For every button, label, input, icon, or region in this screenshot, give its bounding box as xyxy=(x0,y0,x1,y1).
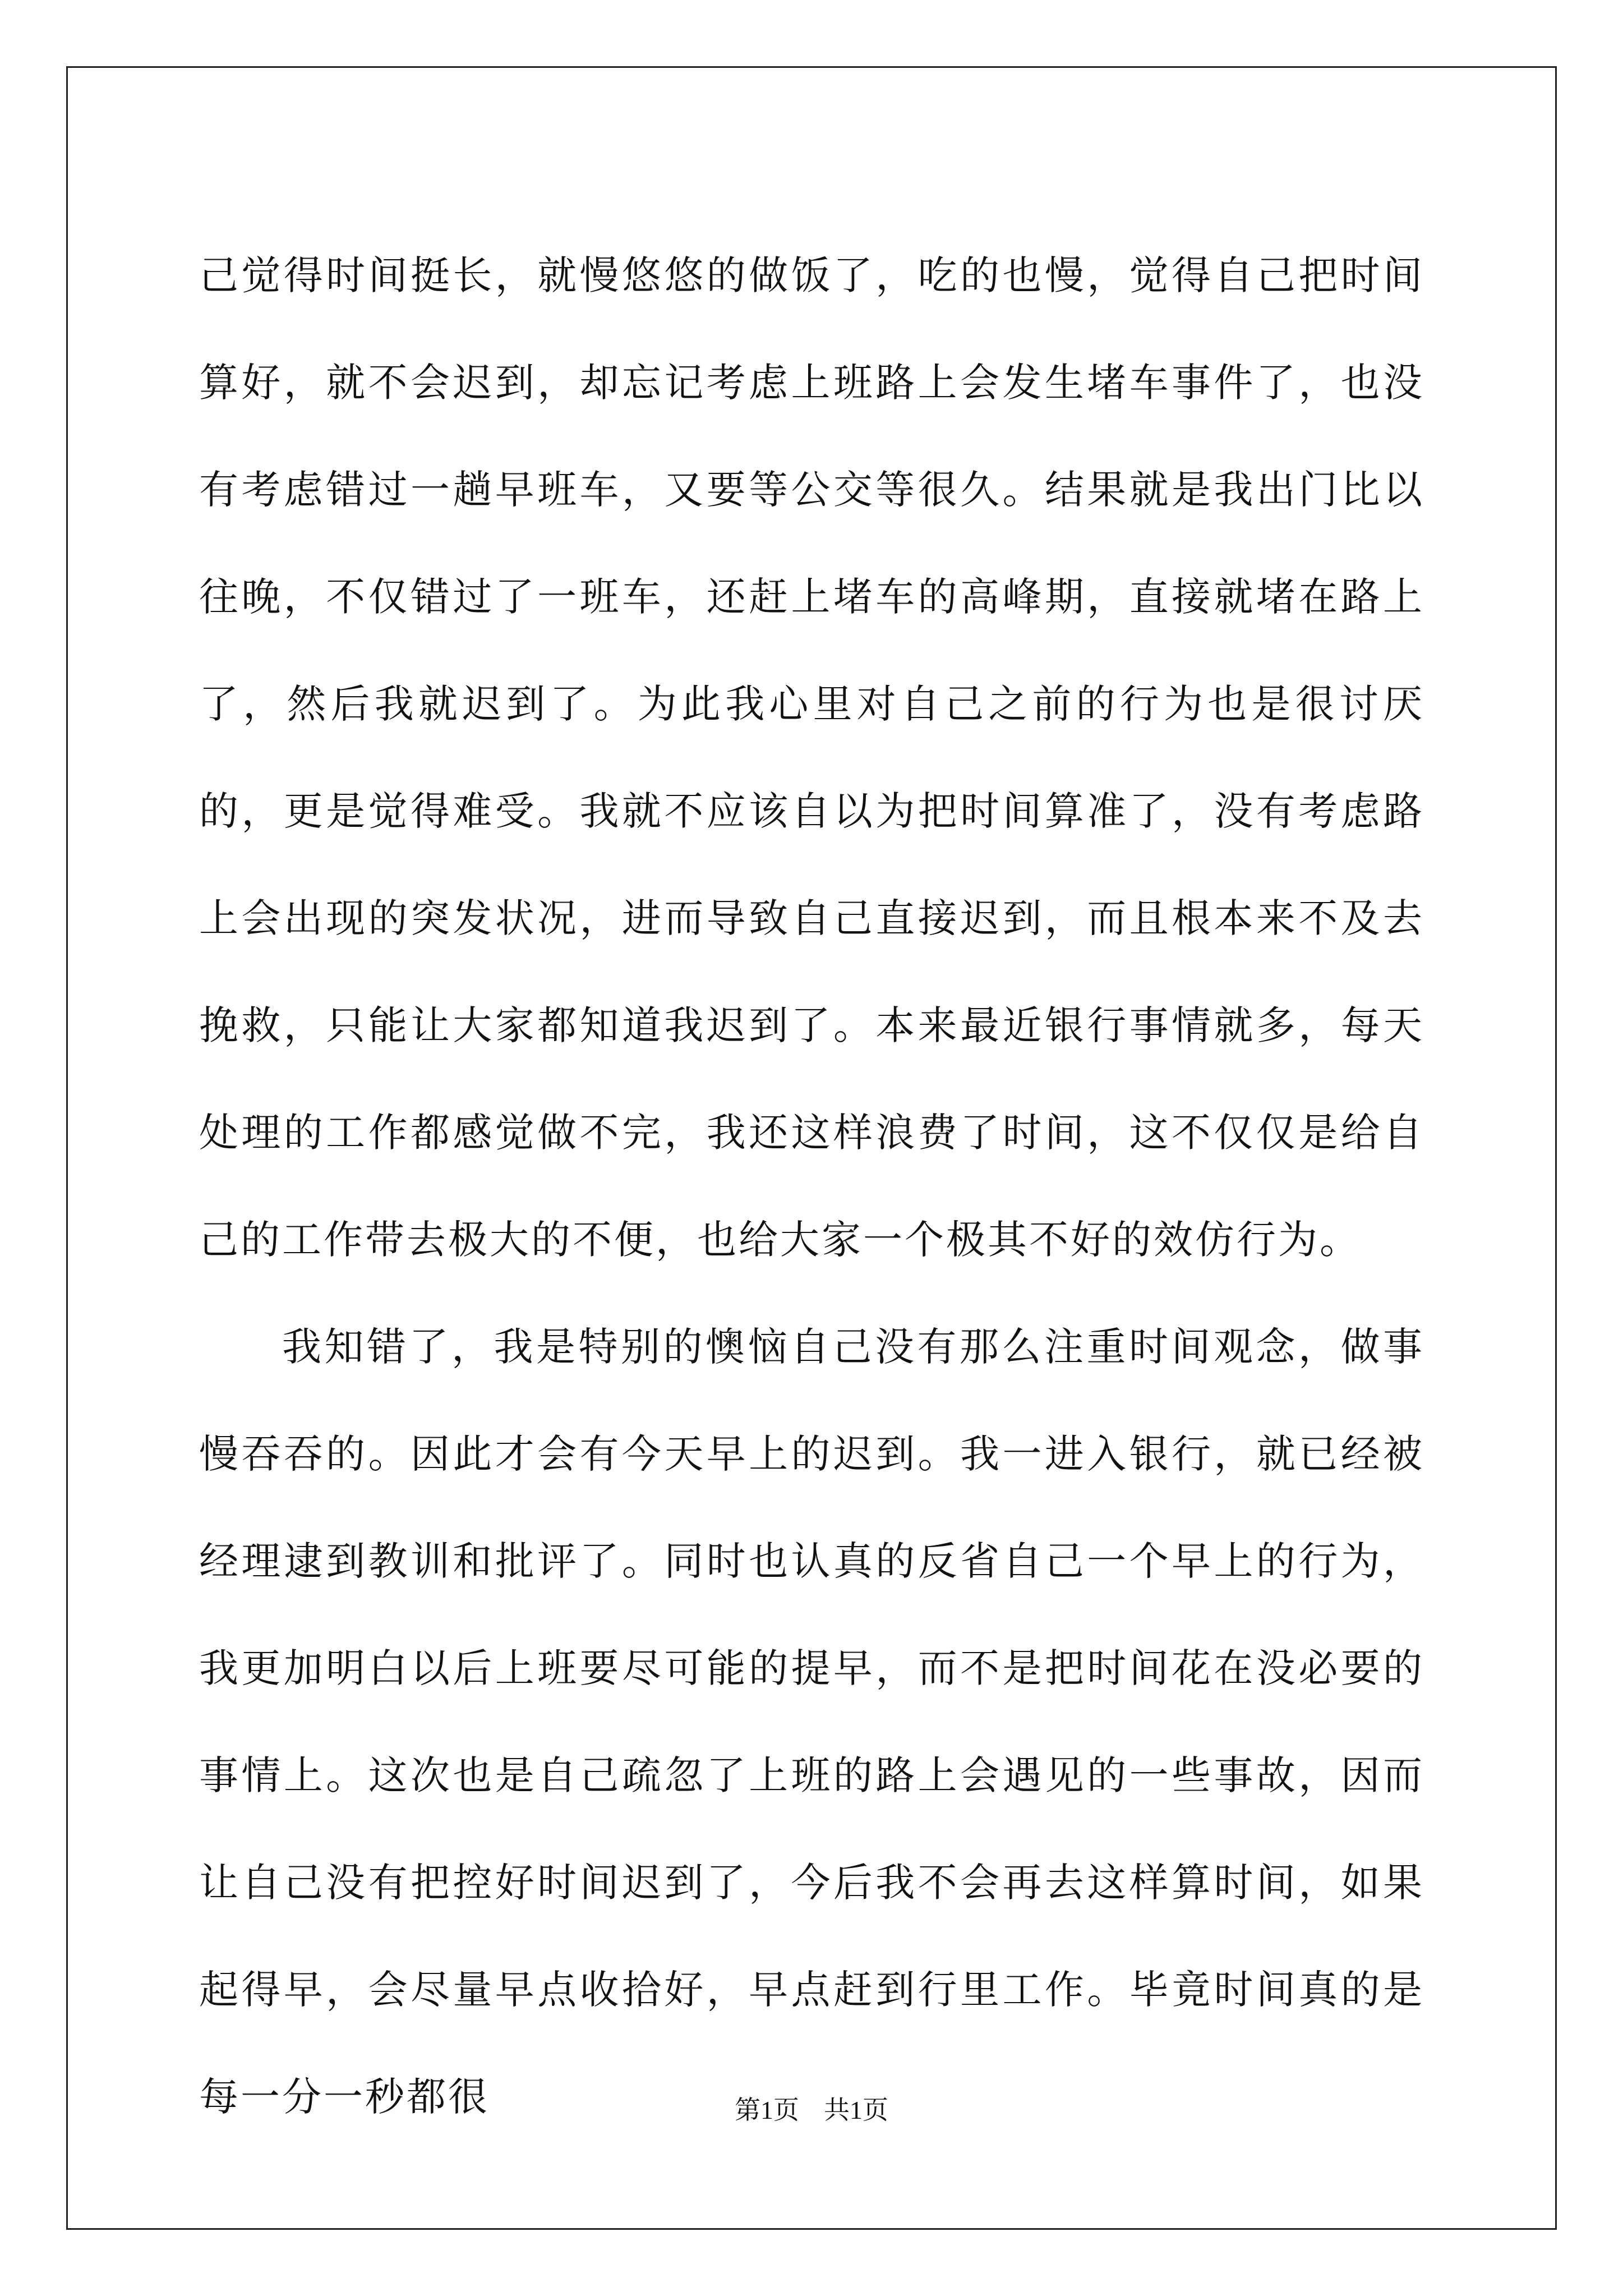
paragraph-2: 我知错了，我是特别的懊恼自己没有那么注重时间观念，做事慢吞吞的。因此才会有今天早上的迟到。我一进入银行，就已经被经理逮到教训和批评了。同时也认真的反省自己一个早上的行为，我更加明白以后上班要尽可能的提早，而不是把时间花在没必要的事情上。这次也是自己疏忽了上班的路上会遇见的一些事故，因而让自己没有把控好时间迟到了，今后我不会再去这样算时间，如果起得早，会尽量早点收拾好，早点赶到行里工作。毕竟时间真的是每一分一秒都很 xyxy=(199,1324,1424,2120)
page-number: 第1页 xyxy=(735,2096,799,2124)
paragraph-1: 己觉得时间挺长，就慢悠悠的做饭了，吃的也慢，觉得自己把时间算好，就不会迟到，却忘记考虑上班路上会发生堵车事件了，也没有考虑错过一趟早班车，又要等公交等很久。结果就是我出门比以往晚，不仅错过了一班车，还赶上堵车的高峰期，直接就堵在路上了，然后我就迟到了。为此我心里对自己之前的行为也是很讨厌的，更是觉得难受。我就不应该自以为把时间算准了，没有考虑路上会出现的突发状况，进而导致自己直接迟到，而且根本来不及去挽救，只能让大家都知道我迟到了。本来最近银行事情就多，每天处理的工作都感觉做不完，我还这样浪费了时间，这不仅仅是给自己的工作带去极大的不便，也给大家一个极其不好的效仿行为。 xyxy=(199,252,1424,1263)
document-body xyxy=(199,222,1424,2151)
page-total: 共1页 xyxy=(824,2096,888,2124)
page-footer xyxy=(0,2093,1623,2127)
